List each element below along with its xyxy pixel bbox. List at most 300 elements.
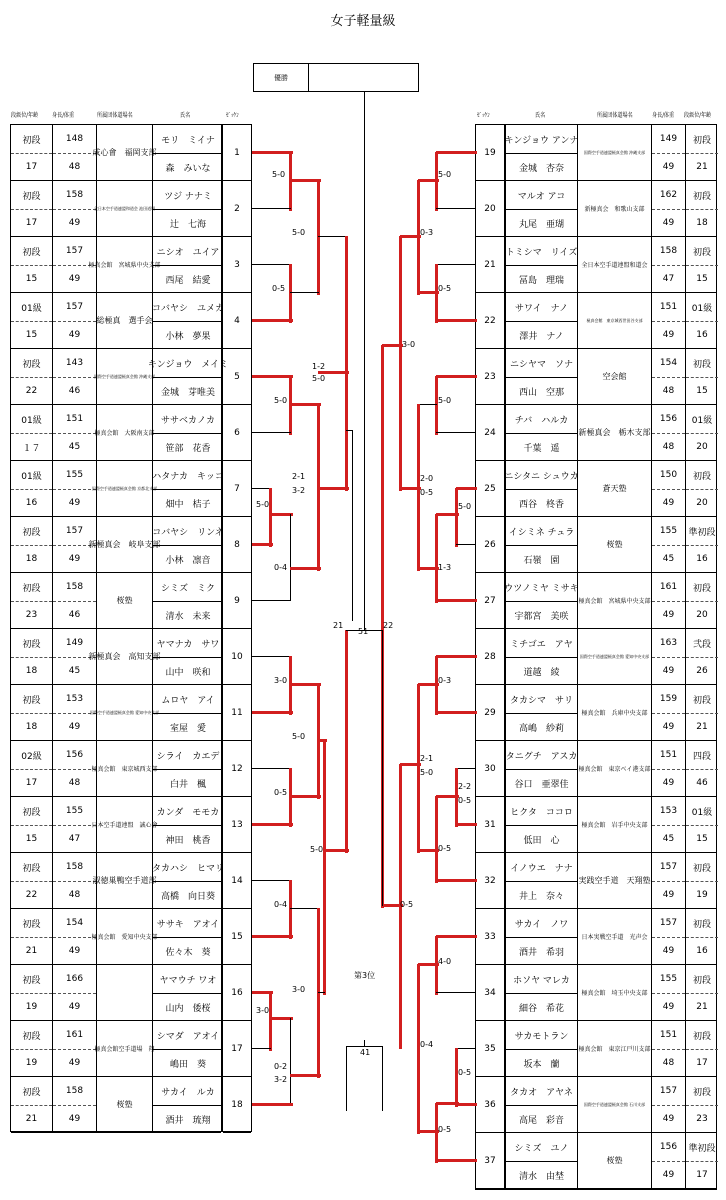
grade-cell bbox=[11, 909, 52, 964]
bracket-line bbox=[364, 1040, 365, 1047]
affil-cell bbox=[91, 741, 158, 796]
match-score: 5-0 bbox=[310, 845, 324, 854]
name-kanji: 高尾 彩音 bbox=[518, 1115, 564, 1126]
zekken-number: 6 bbox=[223, 405, 251, 461]
grade-cell bbox=[11, 293, 52, 348]
bracket-line bbox=[436, 264, 475, 265]
body-cell bbox=[52, 1077, 96, 1132]
zekken-number: 33 bbox=[476, 909, 504, 965]
name-kana: タカシマ サリ bbox=[506, 685, 577, 714]
name-kana: ハタナカ キッコ bbox=[153, 461, 223, 490]
affil-cell bbox=[88, 517, 161, 572]
name-cell bbox=[506, 349, 577, 404]
body-cell bbox=[651, 293, 685, 348]
winner-path-line bbox=[289, 264, 292, 323]
match-score: 2-1 bbox=[292, 472, 306, 481]
body-cell bbox=[52, 573, 96, 628]
name-kana: ツジ ナナミ bbox=[153, 181, 223, 210]
name-kana: サワイ ナノ bbox=[506, 293, 577, 322]
competitor-row bbox=[11, 237, 221, 293]
body-cell bbox=[52, 293, 96, 348]
name-kanji: 山内 倭桜 bbox=[165, 1003, 211, 1014]
winner-path-line bbox=[317, 180, 320, 295]
affiliation: 国際空手道連盟極真会館 沖縄支部 bbox=[583, 149, 646, 155]
winner-path-line bbox=[436, 513, 459, 516]
age: 15 bbox=[25, 330, 38, 340]
grade-cell bbox=[11, 797, 52, 852]
name-kana: シミズ ユノ bbox=[506, 1133, 577, 1162]
affil-cell bbox=[577, 125, 651, 180]
name-cell bbox=[152, 853, 223, 908]
winner-path-line bbox=[252, 543, 273, 546]
zekken-number: 18 bbox=[223, 1077, 251, 1133]
affiliation: 国際空手道連盟極真会館 石川支部 bbox=[583, 1101, 646, 1107]
grade: 初段 bbox=[686, 909, 718, 938]
grade: 初段 bbox=[686, 349, 718, 378]
grade-cell bbox=[11, 181, 52, 236]
bracket-line bbox=[252, 768, 291, 769]
affiliation: 日本実戦空手道 光声会 bbox=[581, 934, 648, 941]
competitor-row bbox=[506, 1077, 716, 1133]
affil-cell bbox=[577, 181, 651, 236]
winner-path-line bbox=[436, 319, 477, 322]
bracket-line bbox=[290, 514, 291, 601]
grade-cell bbox=[685, 237, 718, 292]
body-cell bbox=[651, 1077, 685, 1132]
weight: 49 bbox=[662, 1002, 675, 1012]
bracket-line bbox=[456, 768, 475, 769]
zekken-number: 26 bbox=[476, 517, 504, 573]
competitor-row bbox=[506, 797, 716, 853]
winner-path-line bbox=[455, 1048, 458, 1107]
grade-cell bbox=[11, 125, 52, 180]
name-kana: トミシマ リイズ bbox=[506, 237, 577, 266]
winner-path-line bbox=[252, 375, 293, 378]
height: 155 bbox=[652, 517, 685, 546]
competitor-row bbox=[506, 461, 716, 517]
winner-path-line bbox=[436, 599, 477, 602]
affiliation: 新極真会 和歌山支部 bbox=[584, 206, 645, 213]
winner-path-line bbox=[252, 935, 293, 938]
affiliation: 蒼天塾 bbox=[602, 484, 627, 493]
grade-cell bbox=[685, 1077, 718, 1132]
match-score: 3-0 bbox=[402, 340, 416, 349]
competitor-row bbox=[11, 517, 224, 573]
bracket-line bbox=[456, 544, 475, 545]
affiliation: 桜塾 bbox=[606, 1156, 623, 1165]
winner-path-line bbox=[436, 935, 477, 938]
competitor-row bbox=[11, 909, 221, 965]
body-cell bbox=[52, 125, 96, 180]
body-cell bbox=[651, 909, 685, 964]
weight: 48 bbox=[662, 386, 675, 396]
height: 149 bbox=[53, 629, 96, 658]
bracket-line bbox=[382, 630, 383, 906]
competitor-row bbox=[506, 1133, 716, 1189]
name-kanji: 神田 桃香 bbox=[165, 835, 211, 846]
zekken-number: 19 bbox=[476, 125, 504, 181]
competitor-row bbox=[11, 797, 221, 853]
age: 19 bbox=[25, 1058, 38, 1068]
header-body-right: 身長/体重 bbox=[652, 112, 675, 119]
weight: 49 bbox=[68, 554, 81, 564]
name-cell bbox=[152, 461, 223, 516]
bracket-line bbox=[252, 880, 291, 881]
winner-path-line bbox=[418, 963, 439, 966]
name-cell bbox=[506, 1133, 577, 1188]
name-kanji: 清水 未来 bbox=[165, 611, 211, 622]
match-score: 0-5 bbox=[420, 488, 434, 497]
competitor-row bbox=[506, 349, 716, 405]
zekken-number: 20 bbox=[476, 181, 504, 237]
age: 18 bbox=[696, 218, 708, 228]
match-score: 5-0 bbox=[256, 500, 270, 509]
weight: 47 bbox=[662, 274, 675, 284]
affil-cell bbox=[577, 1077, 651, 1132]
affil-cell bbox=[577, 797, 651, 852]
name-kana: カンダ モモカ bbox=[153, 797, 223, 826]
height: 158 bbox=[53, 1077, 96, 1106]
winner-path-line bbox=[418, 683, 439, 686]
body-cell bbox=[651, 853, 685, 908]
zekken-number: 8 bbox=[223, 517, 251, 573]
name-cell bbox=[152, 405, 223, 460]
affiliation bbox=[97, 965, 152, 1020]
grade-cell bbox=[11, 629, 52, 684]
name-kanji: 石嶺 園 bbox=[523, 555, 560, 566]
left-zekken-column bbox=[222, 124, 252, 1132]
header-zekken-right: ｾﾞｯｹﾝ bbox=[477, 112, 490, 119]
competitor-row bbox=[506, 685, 716, 741]
grade-cell bbox=[685, 1133, 718, 1188]
affil-cell bbox=[91, 461, 158, 516]
affiliation: 極真会館 東京城西支部 bbox=[91, 766, 158, 773]
grade: 準初段 bbox=[686, 1133, 718, 1162]
weight: 49 bbox=[68, 218, 81, 228]
match-score: 0-2 bbox=[274, 1062, 288, 1071]
name-cell bbox=[147, 349, 229, 404]
zekken-number: 12 bbox=[223, 741, 251, 797]
name-kanji: 山中 咲和 bbox=[165, 667, 211, 678]
age: 20 bbox=[696, 442, 708, 452]
weight: 46 bbox=[68, 386, 81, 396]
affiliation: 極真会館 兵庫中央支部 bbox=[581, 710, 648, 717]
name-kanji: 酒井 琉翔 bbox=[165, 1115, 211, 1126]
affil-cell bbox=[94, 405, 155, 460]
affil-cell bbox=[91, 909, 158, 964]
height: 154 bbox=[652, 349, 685, 378]
winner-path-line bbox=[252, 151, 293, 154]
age: 17 bbox=[696, 1170, 708, 1180]
match-score: 5-0 bbox=[312, 374, 326, 383]
age: 46 bbox=[696, 778, 708, 788]
body-cell bbox=[651, 1021, 685, 1076]
match-score: 3-2 bbox=[274, 1075, 288, 1084]
grade-cell bbox=[11, 461, 52, 516]
zekken-number: 10 bbox=[223, 629, 251, 685]
name-kanji: 低田 心 bbox=[523, 835, 560, 846]
zekken-number: 36 bbox=[476, 1077, 504, 1133]
age: 15 bbox=[696, 274, 708, 284]
right-zekken-column bbox=[475, 124, 505, 1190]
name-kana: ヤマウチ ワオ bbox=[153, 965, 223, 994]
name-cell bbox=[506, 461, 577, 516]
winner-path-line bbox=[435, 514, 438, 603]
winner-path-line bbox=[252, 823, 293, 826]
weight: 49 bbox=[68, 1114, 81, 1124]
zekken-number: 1 bbox=[223, 125, 251, 181]
name-kana: イノウエ ナナ bbox=[506, 853, 577, 882]
match-score: 3-2 bbox=[292, 486, 306, 495]
affil-cell bbox=[577, 573, 651, 628]
bracket-line bbox=[318, 992, 325, 993]
name-kanji: 室屋 愛 bbox=[169, 723, 206, 734]
match-score: 3-0 bbox=[256, 1006, 270, 1015]
name-cell bbox=[506, 797, 577, 852]
weight: 49 bbox=[662, 498, 675, 508]
bracket-line bbox=[252, 600, 291, 601]
name-cell bbox=[506, 125, 577, 180]
affiliation: 桜塾 bbox=[116, 596, 133, 605]
name-kanji: 小林 夢果 bbox=[165, 331, 211, 342]
name-kana: ヤマナカ サワ bbox=[153, 629, 223, 658]
grade-cell bbox=[11, 405, 52, 460]
grade-cell bbox=[685, 741, 718, 796]
name-kana: サカモトラン bbox=[506, 1021, 577, 1050]
body-cell bbox=[52, 741, 96, 796]
zekken-number: 27 bbox=[476, 573, 504, 629]
winner-path-line bbox=[436, 151, 477, 154]
zekken-number: 29 bbox=[476, 685, 504, 741]
grade-cell bbox=[685, 965, 718, 1020]
affiliation: 極真会館 東京城西世田谷支部 bbox=[586, 317, 643, 323]
age: 20 bbox=[696, 498, 708, 508]
affil-cell bbox=[577, 629, 651, 684]
height: 157 bbox=[652, 909, 685, 938]
weight: 45 bbox=[662, 554, 675, 564]
body-cell bbox=[52, 181, 96, 236]
grade-cell bbox=[11, 1021, 52, 1076]
age: 17 bbox=[696, 1058, 708, 1068]
bracket-line bbox=[290, 1018, 291, 1105]
affiliation: 全日本空手道連盟和道会 bbox=[581, 262, 648, 269]
bracket-line bbox=[346, 1046, 347, 1111]
age: 21 bbox=[25, 1114, 38, 1124]
weight: 48 bbox=[662, 442, 675, 452]
competitor-row bbox=[11, 685, 221, 741]
grade: 初段 bbox=[11, 797, 52, 826]
winner-path-line bbox=[418, 179, 439, 182]
age: 16 bbox=[25, 498, 38, 508]
body-cell bbox=[651, 629, 685, 684]
grade-cell bbox=[685, 293, 718, 348]
age: 21 bbox=[25, 946, 38, 956]
grade: 01級 bbox=[686, 405, 718, 434]
grade: 01級 bbox=[11, 293, 52, 322]
winner-path-line bbox=[400, 487, 421, 490]
weight: 45 bbox=[68, 442, 81, 452]
weight: 48 bbox=[68, 778, 81, 788]
weight: 48 bbox=[68, 890, 81, 900]
age: 18 bbox=[25, 722, 38, 732]
height: 157 bbox=[53, 517, 96, 546]
winner-path-line bbox=[436, 879, 477, 882]
weight: 45 bbox=[662, 834, 675, 844]
name-kana: シミズ ミク bbox=[153, 573, 223, 602]
header-body-left: 身長/体重 bbox=[52, 112, 75, 119]
height: 148 bbox=[53, 125, 96, 154]
height: 150 bbox=[652, 461, 685, 490]
grade-cell bbox=[11, 685, 52, 740]
zekken-number: 31 bbox=[476, 797, 504, 853]
winner-box bbox=[253, 63, 419, 92]
weight: 49 bbox=[68, 1058, 81, 1068]
name-cell bbox=[152, 1077, 223, 1132]
height: 161 bbox=[53, 1021, 96, 1050]
grade-cell bbox=[11, 1077, 52, 1132]
header-affil-left: 所属団体道場名 bbox=[97, 112, 133, 119]
body-cell bbox=[52, 461, 96, 516]
grade: 初段 bbox=[686, 461, 718, 490]
competitor-row bbox=[11, 349, 229, 405]
affiliation: 総極真 選手会 bbox=[96, 316, 153, 325]
name-kana: マルオ アコ bbox=[506, 181, 577, 210]
competitor-row bbox=[11, 629, 221, 685]
match-score: 0-5 bbox=[272, 284, 286, 293]
competitor-row bbox=[506, 741, 716, 797]
grade: 01級 bbox=[686, 293, 718, 322]
name-kanji: 丸尾 亜瑚 bbox=[518, 219, 564, 230]
height: 154 bbox=[53, 909, 96, 938]
name-kana: ムロヤ アイ bbox=[153, 685, 223, 714]
height: 158 bbox=[53, 853, 96, 882]
name-kana: サカイ ルカ bbox=[153, 1077, 223, 1106]
name-kanji: 坂本 蘭 bbox=[523, 1059, 560, 1070]
weight: 49 bbox=[68, 498, 81, 508]
winner-path-line bbox=[345, 372, 348, 491]
zekken-number: 22 bbox=[476, 293, 504, 349]
bracket-line bbox=[252, 1048, 271, 1049]
competitor-row bbox=[506, 965, 716, 1021]
height: 151 bbox=[652, 1021, 685, 1050]
weight: 49 bbox=[662, 1114, 675, 1124]
grade-cell bbox=[685, 461, 718, 516]
match-score: 1-3 bbox=[438, 563, 452, 572]
name-cell bbox=[152, 909, 223, 964]
name-cell bbox=[152, 965, 223, 1020]
affiliation: 新極真会 高知支部 bbox=[88, 652, 161, 661]
affil-cell bbox=[577, 965, 651, 1020]
header-name-left: 氏名 bbox=[180, 112, 191, 119]
height: 156 bbox=[652, 405, 685, 434]
height: 166 bbox=[53, 965, 96, 994]
competitor-row bbox=[506, 293, 716, 349]
grade: 初段 bbox=[686, 853, 718, 882]
grade-cell bbox=[685, 405, 718, 460]
bracket-line bbox=[382, 1046, 383, 1111]
grade-cell bbox=[685, 853, 718, 908]
affiliation: 極真会館 愛知中央支部 bbox=[91, 934, 158, 941]
height: 159 bbox=[652, 685, 685, 714]
competitor-row bbox=[11, 181, 221, 237]
name-cell bbox=[506, 1077, 577, 1132]
winner-path-line bbox=[345, 630, 348, 853]
body-cell bbox=[651, 797, 685, 852]
affiliation: 桜塾 bbox=[606, 540, 623, 549]
grade-cell bbox=[11, 237, 52, 292]
zekken-number: 24 bbox=[476, 405, 504, 461]
name-kana: ニシタニ シュウカ bbox=[506, 461, 577, 490]
height: 157 bbox=[652, 853, 685, 882]
name-cell bbox=[506, 629, 577, 684]
weight: 49 bbox=[68, 330, 81, 340]
name-kanji: 谷口 亜翠佳 bbox=[514, 779, 569, 790]
winner-path-line bbox=[418, 291, 439, 294]
age: 15 bbox=[25, 274, 38, 284]
affiliation: 極真会館 宮城県中央支部 bbox=[578, 598, 651, 605]
match-score: 5-0 bbox=[438, 396, 452, 405]
name-kana: コバヤシ ユメカ bbox=[153, 293, 223, 322]
left-semi-number: 21 bbox=[333, 621, 344, 630]
grade: 01級 bbox=[11, 461, 52, 490]
grade-cell bbox=[685, 181, 718, 236]
zekken-number: 9 bbox=[223, 573, 251, 629]
bracket-line bbox=[290, 292, 319, 293]
zekken-number: 13 bbox=[223, 797, 251, 853]
match-score: 0-3 bbox=[438, 676, 452, 685]
zekken-number: 2 bbox=[223, 181, 251, 237]
grade-cell bbox=[685, 1021, 718, 1076]
competitor-row bbox=[506, 853, 716, 909]
affil-cell bbox=[577, 685, 651, 740]
age: 20 bbox=[696, 610, 708, 620]
name-kana: キンジョウ アンナ bbox=[506, 125, 577, 154]
zekken-number: 21 bbox=[476, 237, 504, 293]
body-cell bbox=[52, 349, 96, 404]
body-cell bbox=[52, 1021, 96, 1076]
winner-path-line bbox=[252, 1103, 293, 1106]
grade: 初段 bbox=[11, 237, 52, 266]
winner-path-line bbox=[435, 796, 438, 883]
height: 151 bbox=[652, 293, 685, 322]
affil-cell bbox=[91, 797, 158, 852]
age: 22 bbox=[25, 890, 38, 900]
affil-cell bbox=[88, 629, 161, 684]
name-cell bbox=[506, 853, 577, 908]
grade-cell bbox=[685, 573, 718, 628]
name-kanji: 金城 芽唯美 bbox=[160, 387, 215, 398]
body-cell bbox=[651, 349, 685, 404]
header-grade-right: 段級位/年齢 bbox=[684, 112, 712, 119]
name-cell bbox=[506, 517, 577, 572]
name-kana: ヒクタ ココロ bbox=[506, 797, 577, 826]
competitor-row bbox=[11, 573, 221, 629]
age: １７ bbox=[22, 443, 41, 454]
right-competitor-table bbox=[505, 124, 717, 1190]
name-kana: シライ カエデ bbox=[153, 741, 223, 770]
weight: 49 bbox=[662, 722, 675, 732]
name-cell bbox=[506, 405, 577, 460]
match-score: 0-5 bbox=[438, 1125, 452, 1134]
body-cell bbox=[52, 965, 96, 1020]
match-score: 0-5 bbox=[438, 844, 452, 853]
winner-label: 優勝 bbox=[254, 64, 309, 91]
third-place-label: 第3位 bbox=[354, 971, 376, 980]
grade: 01級 bbox=[686, 797, 718, 826]
zekken-number: 16 bbox=[223, 965, 251, 1021]
height: 151 bbox=[53, 405, 96, 434]
weight: 46 bbox=[68, 610, 81, 620]
